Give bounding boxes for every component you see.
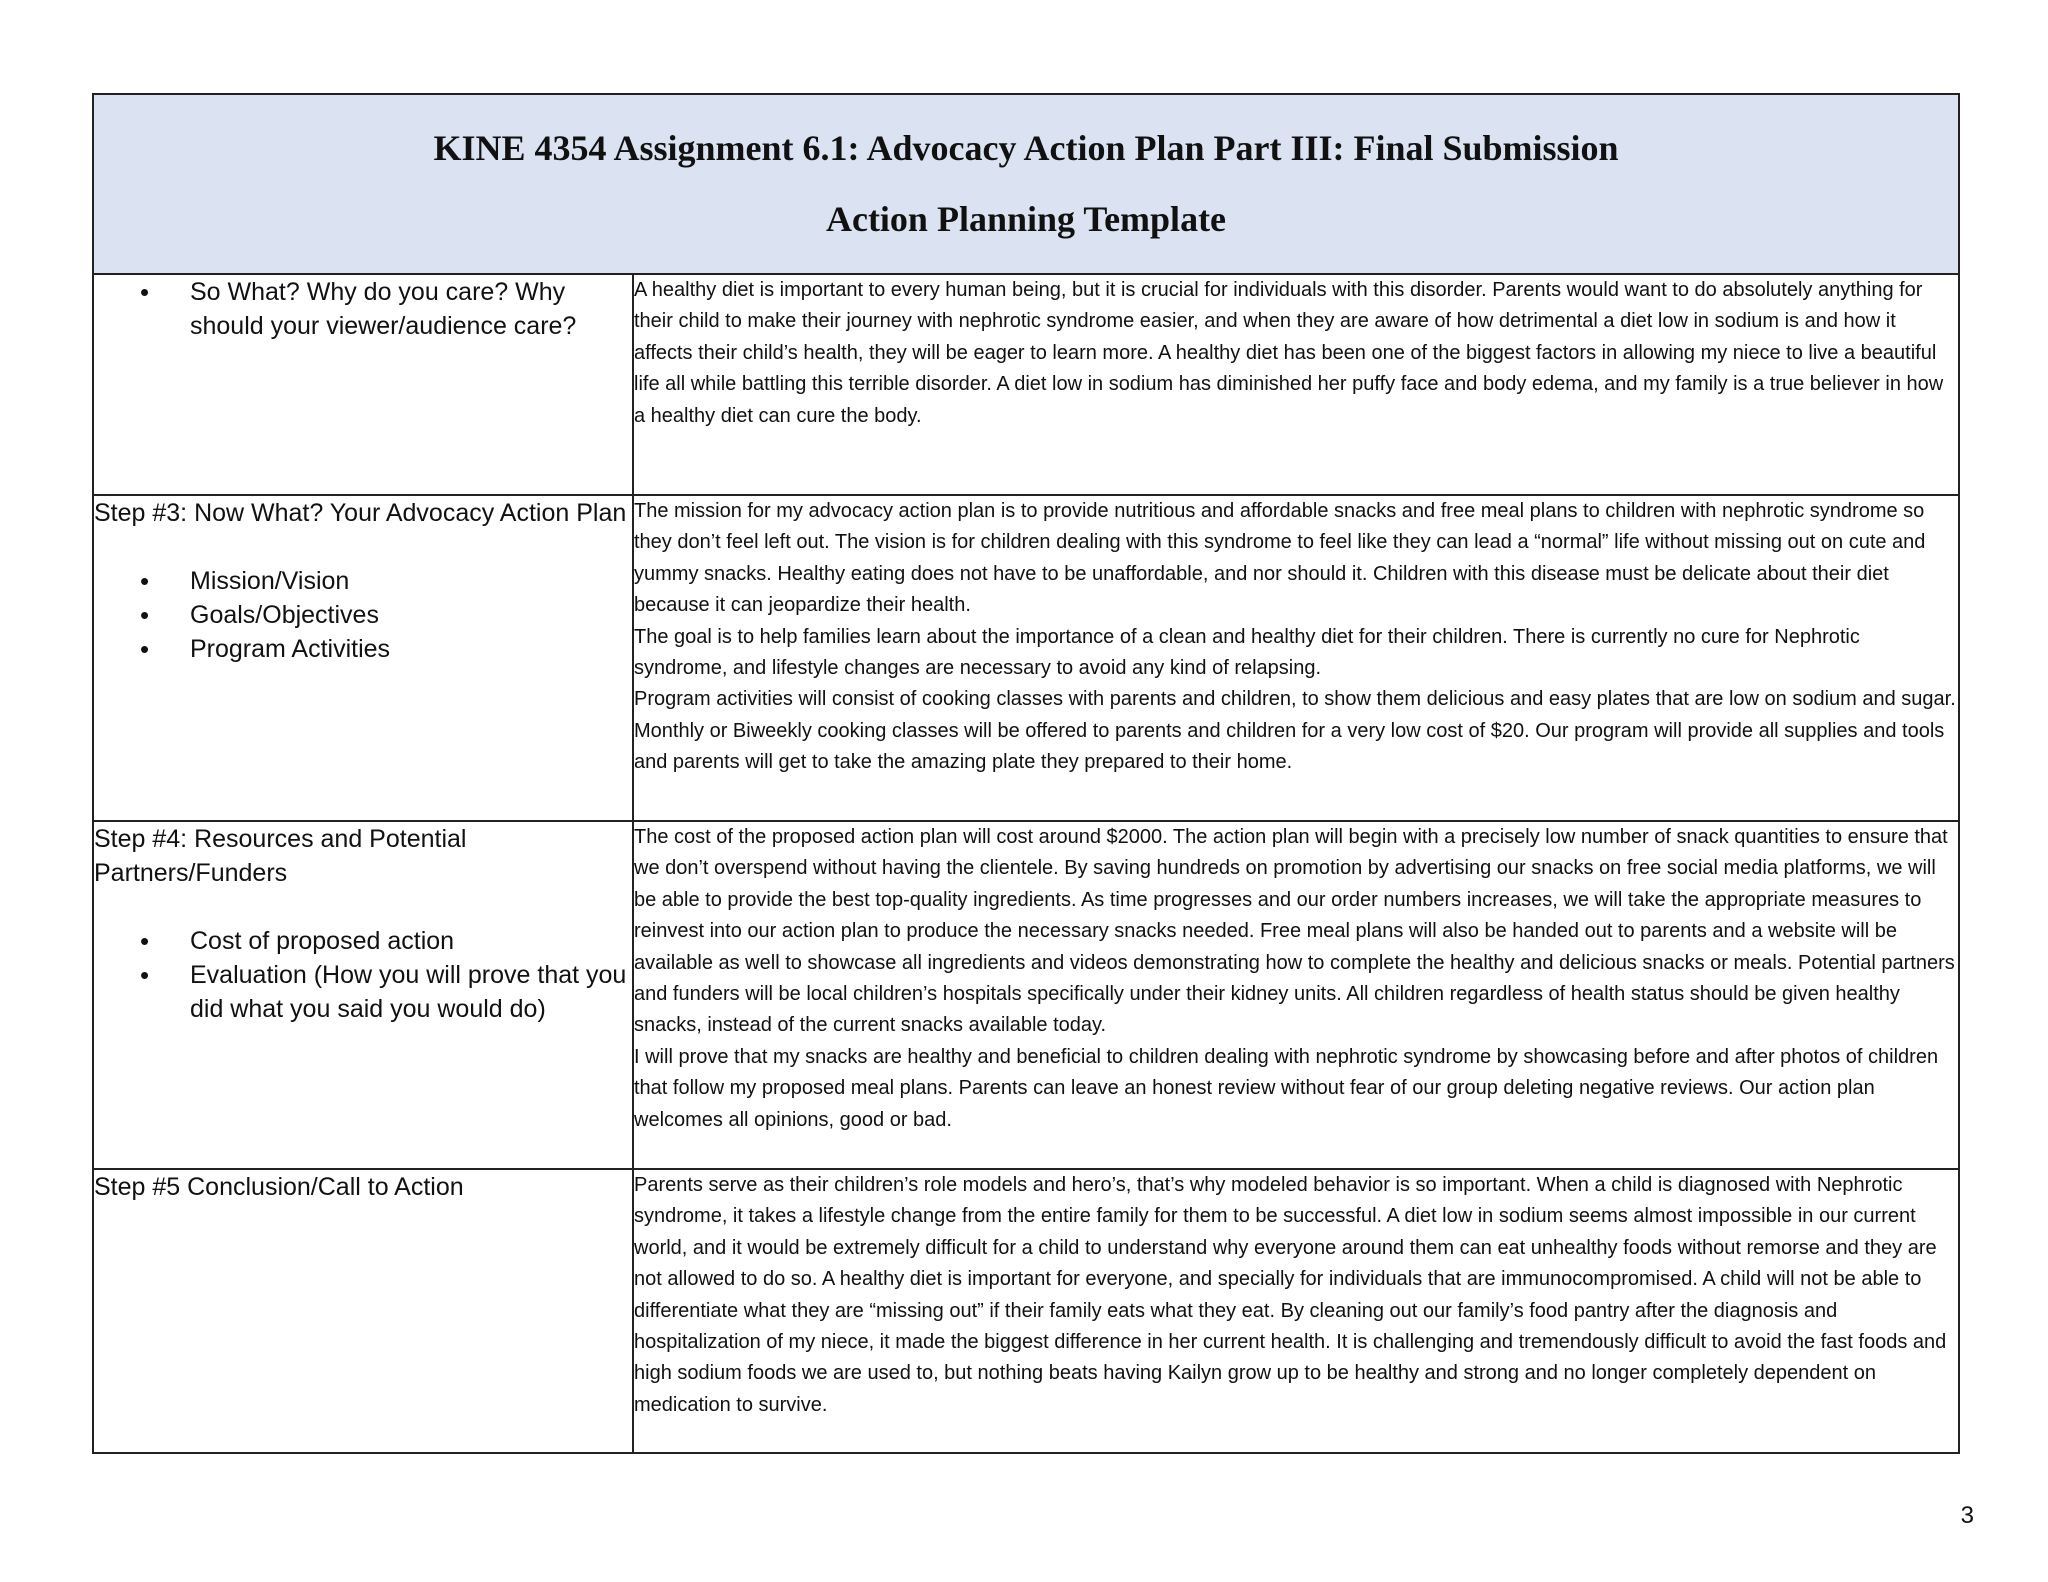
document-subtitle: Action Planning Template [825,199,1227,239]
content-paragraph: The mission for my advocacy action plan is to provide nutritious and affordable snacks and free meal plans to children with nephrotic syndrome so they don’t feel left out. The vision is for children dealing with this syndrome to feel like they can lead a “normal” life without missing out on cute and yummy snacks. Healthy eating does not have to be unaffordable, and nor should it. Children with this disease must be delicate about their diet because it can jeopardize their health. [634,500,1926,617]
table-row [93,821,1959,1169]
table-row [93,495,1959,821]
page-number: 3 [1960,1502,1974,1529]
action-plan-table [92,93,1960,1454]
document-title: KINE 4354 Assignment 6.1: Advocacy Action Plan Part III: Final Submission [433,128,1619,168]
label-bullet-item: • Cost of proposed action [94,924,632,958]
label-bullet-list [94,564,632,666]
row-label-heading: Step #5 Conclusion/Call to Action [94,1173,464,1201]
content-paragraph: The cost of the proposed action plan will cost around $2000. The action plan will begin with a precisely low number of snack quantities to ensure that we don’t overspend without having the clientele. By saving hundreds on promotion by advertising our snacks on free social media platforms, we will be able to provide the best top-quality ingredients. As time progresses and our order numbers increases, we will take the appropriate measures to reinvest into our action plan to produce the necessary snacks needed. Free meal plans will also be handed out to parents and a website will be available as well to showcase all ingredients and videos demonstrating how to complete the healthy and delicious snacks or meals. Potential partners and funders will be local children’s hospitals specifically under their kidney units. All children regardless of health status should be given healthy snacks, instead of the current snacks available today. [634,826,1955,1037]
label-bullet-list [94,275,632,343]
table-row [93,274,1959,495]
content-paragraph: A healthy diet is important to every human being, but it is crucial for individuals with this disorder. Parents would want to do absolutely anything for their child to make their journey with nephrotic syndrome easier, and when they are aware of how detrimental a diet low in sodium is and how it affects their child’s health, they will be eager to learn more. A healthy diet has been one of the biggest factors in allowing my niece to live a beautiful life all while battling this terrible disorder. A diet low in sodium has diminished her puffy face and body edema, and my family is a true believer in how a healthy diet can cure the body. [634,279,1944,427]
label-bullet-list [94,924,632,1026]
spacer [94,890,632,924]
content-paragraph: I will prove that my snacks are healthy and beneficial to children dealing with nephrotic syndrome by showcasing before and after photos of children that follow my proposed meal plans. Parents can leave an honest review without fear of our group deleting negative reviews. Our action plan welcomes all opinions, good or bad. [634,1045,1939,1131]
row-label-cell [93,274,633,495]
row-content-cell [633,1169,1959,1453]
row-label-heading: Step #3: Now What? Your Advocacy Action Plan [94,499,627,527]
row-label-heading: Step #4: Resources and Potential Partners/Funders [94,825,467,887]
row-content-cell [633,495,1959,821]
content-paragraph: Program activities will consist of cooking classes with parents and children, to show them delicious and easy plates that are low on sodium and sugar. Monthly or Biweekly cooking classes will be offered to parents and children for a very low cost of $20. Our program will provide all supplies and tools and parents will get to take the amazing plate they prepared to their home. [634,688,1956,774]
header-cell [93,94,1959,274]
header-row [93,94,1959,274]
row-label-cell [93,495,633,821]
table-row [93,1169,1959,1453]
row-content-cell [633,821,1959,1169]
label-bullet-item: • Goals/Objectives [94,598,632,632]
label-bullet-item: • Program Activities [94,632,632,666]
spacer [94,530,632,564]
label-bullet-item: • So What? Why do you care? Why should your viewer/audience care? [94,275,632,343]
label-bullet-item: • Evaluation (How you will prove that you did what you said you would do) [94,958,632,1026]
row-label-cell [93,1169,633,1453]
row-label-cell [93,821,633,1169]
label-bullet-item: • Mission/Vision [94,564,632,598]
content-paragraph: The goal is to help families learn about the importance of a clean and healthy diet for their children. There is currently no cure for Nephrotic syndrome, and lifestyle changes are necessary to avoid any kind of relapsing. [634,625,1860,680]
row-content-cell [633,274,1959,495]
content-paragraph: Parents serve as their children’s role models and hero’s, that’s why modeled behavior is so important. When a child is diagnosed with Nephrotic syndrome, it takes a lifestyle change from the entire family for them to be successful. A diet low in sodium seems almost impossible in our current world, and it would be extremely difficult for a child to understand why everyone around them can eat unhealthy foods without remorse and they are not allowed to do so. A healthy diet is important for everyone, and specially for individuals that are immunocompromised. A child will not be able to differentiate what they are “missing out” if their family eats what they eat. By cleaning out our family’s food pantry after the diagnosis and hospitalization of my niece, it made the biggest difference in her current health. It is challenging and tremendously difficult to avoid the fast foods and high sodium foods we are used to, but nothing beats having Kailyn grow up to be healthy and strong and no longer completely dependent on medication to survive. [634,1174,1947,1416]
